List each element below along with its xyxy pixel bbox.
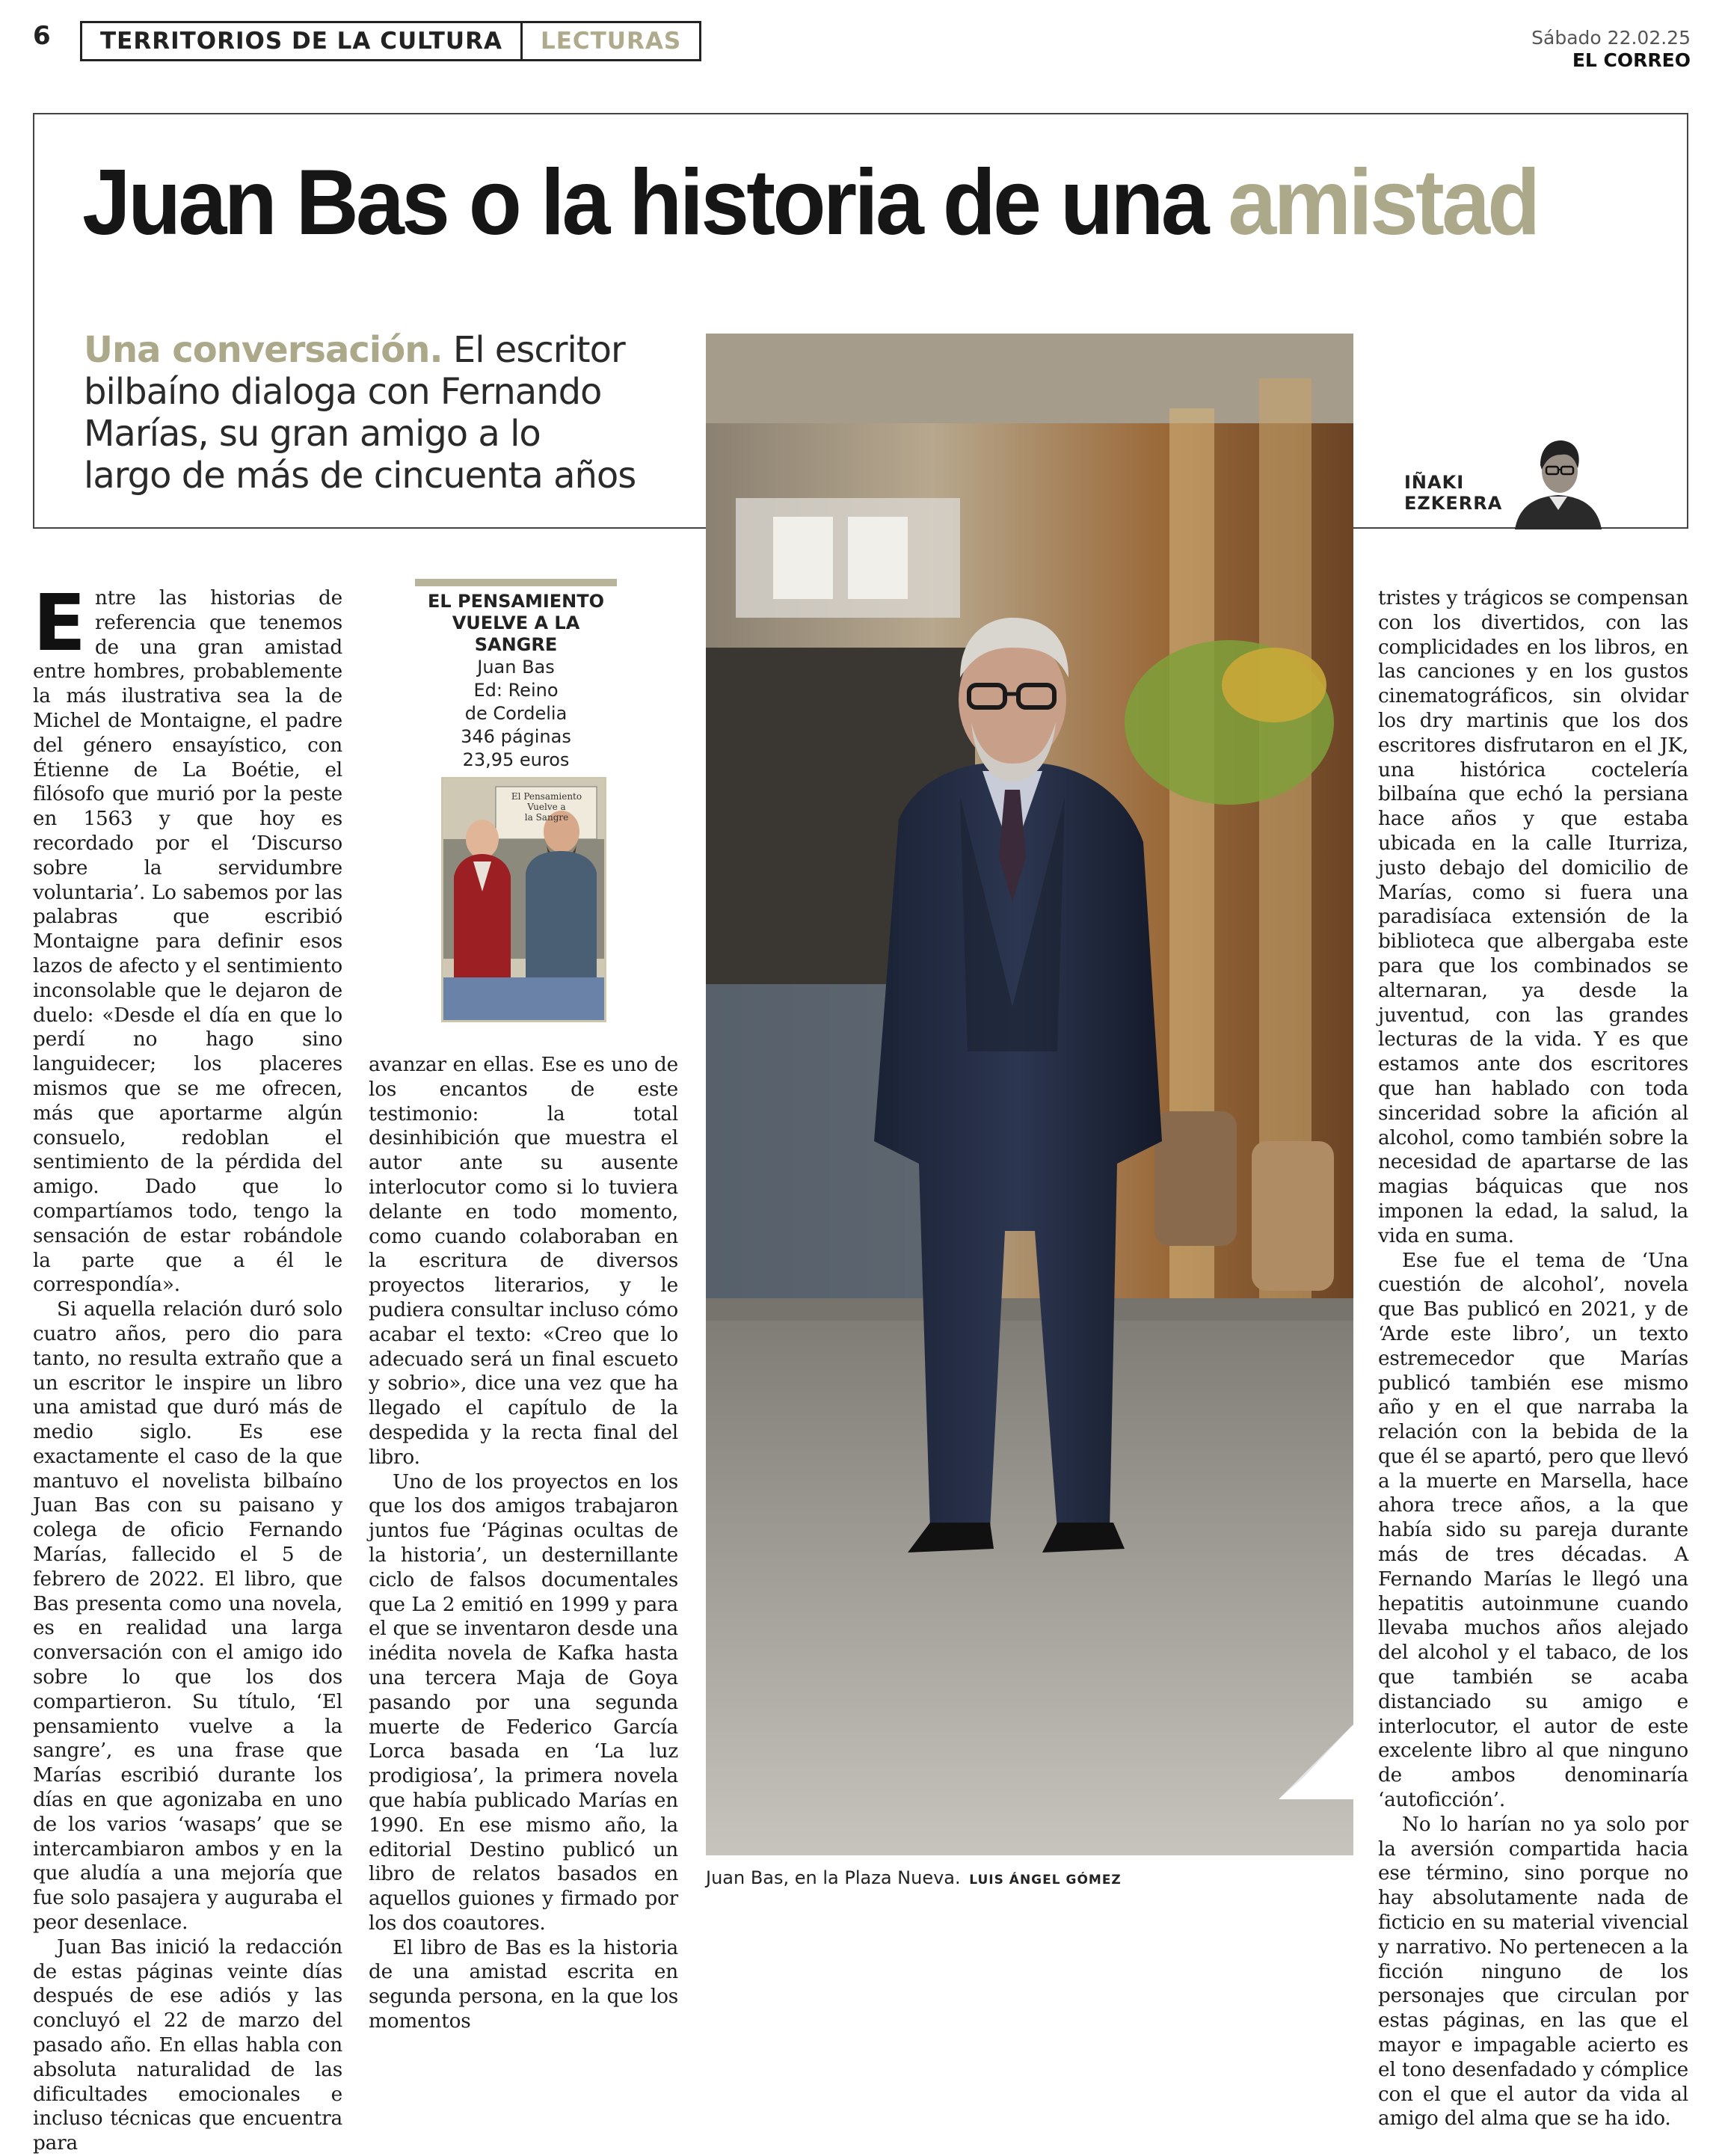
dateline — [1531, 27, 1691, 72]
book-cover-title-line2: Vuelve a — [527, 802, 566, 812]
photo-caption — [706, 1867, 1122, 1888]
page-number: 6 — [33, 21, 51, 51]
book-publisher-line2: de Cordelia — [464, 703, 568, 724]
article-paragraph: Juan Bas inició la redacción de estas páginas veinte días después de ese adiós y las concluyó el 22 de marzo del pasado año. En ellas habla con absoluta naturalidad de las dificultades emocionales e incluso técnicas que encuentra para — [33, 1935, 342, 2155]
article-paragraph: avanzar en ellas. Ese es uno de los encantos de este testimonio: la total desinhibición que muestra el autor ante su ausente interlocutor como si lo tuviera delante en todo momento, como cuando colaboraban en la escritura de diversos proyectos literarios, y le pudiera consultar incluso cómo acabar el texto: «Creo que lo adecuado será un final escueto y sobrio», dice una vez que ha llegado el capítulo de la despedida y la recta final del libro. — [369, 1054, 678, 1469]
article-column-1 — [33, 577, 342, 2156]
book-publisher-line1: Ed: Reino — [473, 680, 559, 701]
author-first-name: IÑAKI — [1404, 472, 1465, 493]
book-pages: 346 páginas — [461, 726, 571, 747]
headline-main: Juan Bas o la historia de una — [82, 151, 1229, 254]
book-info-bar — [415, 579, 617, 586]
subtitle-text: El escritor bilbaíno dialoga con Fernando Marías, su gran amigo a lo largo de más de cincuenta años — [84, 329, 636, 497]
book-cover-title-line3: la Sangre — [524, 812, 569, 823]
book-price: 23,95 euros — [462, 749, 570, 770]
photo-credit: LUIS ÁNGEL GÓMEZ — [969, 1873, 1122, 1888]
article-paragraph — [33, 577, 342, 1297]
article-paragraph: tristes y trágicos se compensan con los divertidos, con las complicidades en los libros, en las canciones y en los gustos cinematográficos, sin olvidar los dry martinis que los dos escritores disfrutaron en el JK, una histórica coctelería bilbaína que echó la persiana hace años y que estaba ubicada en la calle Iturriza, justo debajo del domicilio de Marías, como si fuera una paradisíaca extensión de la biblioteca que albergaba este para que los combinados se alternaran, ya desde la juventud, con las grandes lecturas de la vida. Y es que estamos ante dos escritores que han hablado con toda sinceridad sobre la afición al alcohol, como también sobre la necesidad de apartarse de las magias báquicas que nos imponen la edad, la salud, la vida en suma. — [1378, 587, 1688, 1247]
article-paragraph: Ese fue el tema de ‘Una cuestión de alcohol’, novela que Bas publicó en 2021, y de ‘Arde este libro’, un texto estremecedor que Marías publicó también ese mismo año y en el que narraba la relación con la bebida de la que él se apartó, pero que llevó a la muerte en Marsella, hace ahora trece años, a la que había sido su pareja durante más de tres décadas. A Fernando Marías le llegó una hepatitis autoinmune cuando llevaba muchos años alejado del alcohol y el tabaco, de los que también se acaba distanciado su amigo e interlocutor, el autor de este excelente libro al que ninguno de ambos denominaría ‘autoficción’. — [1378, 1249, 1688, 1812]
subsection-name: LECTURAS — [520, 23, 699, 59]
article-column-3 — [1378, 586, 1688, 2131]
article-paragraph: El libro de Bas es la historia de una amistad escrita en segunda persona, en la que los momentos — [369, 1936, 678, 2033]
article-paragraph: Si aquella relación duró solo cuatro años, pero dio para tanto, no resulta extraño que a un escritor le inspire un libro una amistad que duró más de medio siglo. Es ese exactamente el caso de la que mantuvo el novelista bilbaíno Juan Bas con su paisano y colega de oficio Fernando Marías, fallecido el 5 de febrero de 2022. El libro, que Bas presenta como una novela, es en realidad una larga conversación con el amigo ido sobre lo que los dos compartieron. Su título, ‘El pensamiento vuelve a la sangre’, es una frase que Marías escribió durante los días en que agonizaba en uno de los varios ‘wasaps’ que se intercambiaron ambos y en la que aludía a una mejoría que fue solo pasajera y auguraba el peor desenlace. — [33, 1298, 342, 1935]
issue-date: Sábado 22.02.25 — [1531, 27, 1691, 49]
subtitle — [84, 329, 637, 497]
book-title-line2: VUELVE A LA SANGRE — [452, 612, 580, 655]
caption-text: Juan Bas, en la Plaza Nueva. — [706, 1867, 961, 1888]
book-info — [415, 579, 617, 772]
author-byline — [1404, 472, 1502, 514]
article-paragraph: Uno de los proyectos en los que los dos amigos trabajaron juntos fue ‘Páginas ocultas de la historia’, un desternillante ciclo de falsos documentales que La 2 emitió en 1999 y para el que se inventaron desde una inédita novela de Kafka hasta una tercera Maja de Goya pasando por una segunda muerte de Federico García Lorca basada en ‘La luz prodigiosa’, la primera novela que había publicado Marías en 1990. En ese mismo año, la editorial Destino publicó un libro de relatos basados en aquellos guiones y firmado por los dos coautores. — [369, 1470, 678, 1935]
headline-accent: amistad — [1228, 151, 1538, 254]
book-author: Juan Bas — [477, 657, 555, 678]
book-cover-title-line1: El Pensamiento — [511, 791, 582, 802]
section-name: TERRITORIOS DE LA CULTURA — [100, 28, 502, 55]
book-title-line1: EL PENSAMIENTO — [427, 591, 605, 612]
drop-cap: E — [33, 577, 86, 669]
paragraph-text: ntre las historias de referencia que tenemos de una gran amistad entre hombres, probablemente la más ilustrativa sea la de Michel de Montaigne, el padre del género ensayístico, con Étienne de La Boétie, el filósofo que murió por la peste en 1563 y que hoy es recordado por el ‘Discurso sobre la servidumbre voluntaria’. Lo sabemos por las palabras que escribió Montaigne para definir esos lazos de afecto y el sentimiento inconsolable que le dejaron de duelo: «Desde el día en que lo perdí no hago sino languidecer; los placeres mismos que se me ofrecen, más que aportarme algún consuelo, redoblan el sentimiento de la pérdida del amigo. Dado que lo compartíamos todo, tengo la sensación de estar robándole la parte que a él le correspondía». — [33, 587, 342, 1297]
main-photo — [706, 334, 1353, 1855]
author-portrait — [1509, 432, 1606, 529]
newspaper-name: EL CORREO — [1572, 49, 1691, 71]
article-column-2 — [369, 1053, 678, 2034]
headline — [82, 150, 1538, 256]
article-paragraph: No lo harían no ya solo por la aversión compartida hacia ese término, sino porque no hay absolutamente nada de ficticio en su material vivencial y narrativo. No pertenecen a la ficción ninguno de los personajes que circulan por estas páginas, en las que el mayor e impagable acierto es el tono desenfadado y cómplice con el que el autor da vida al amigo del alma que se ha ido. — [1378, 1813, 1688, 2131]
section-label — [80, 21, 701, 61]
book-cover — [441, 777, 606, 1022]
book-cover-title — [497, 791, 596, 823]
subtitle-lead: Una conversación. — [84, 329, 443, 371]
author-last-name: EZKERRA — [1404, 493, 1503, 514]
